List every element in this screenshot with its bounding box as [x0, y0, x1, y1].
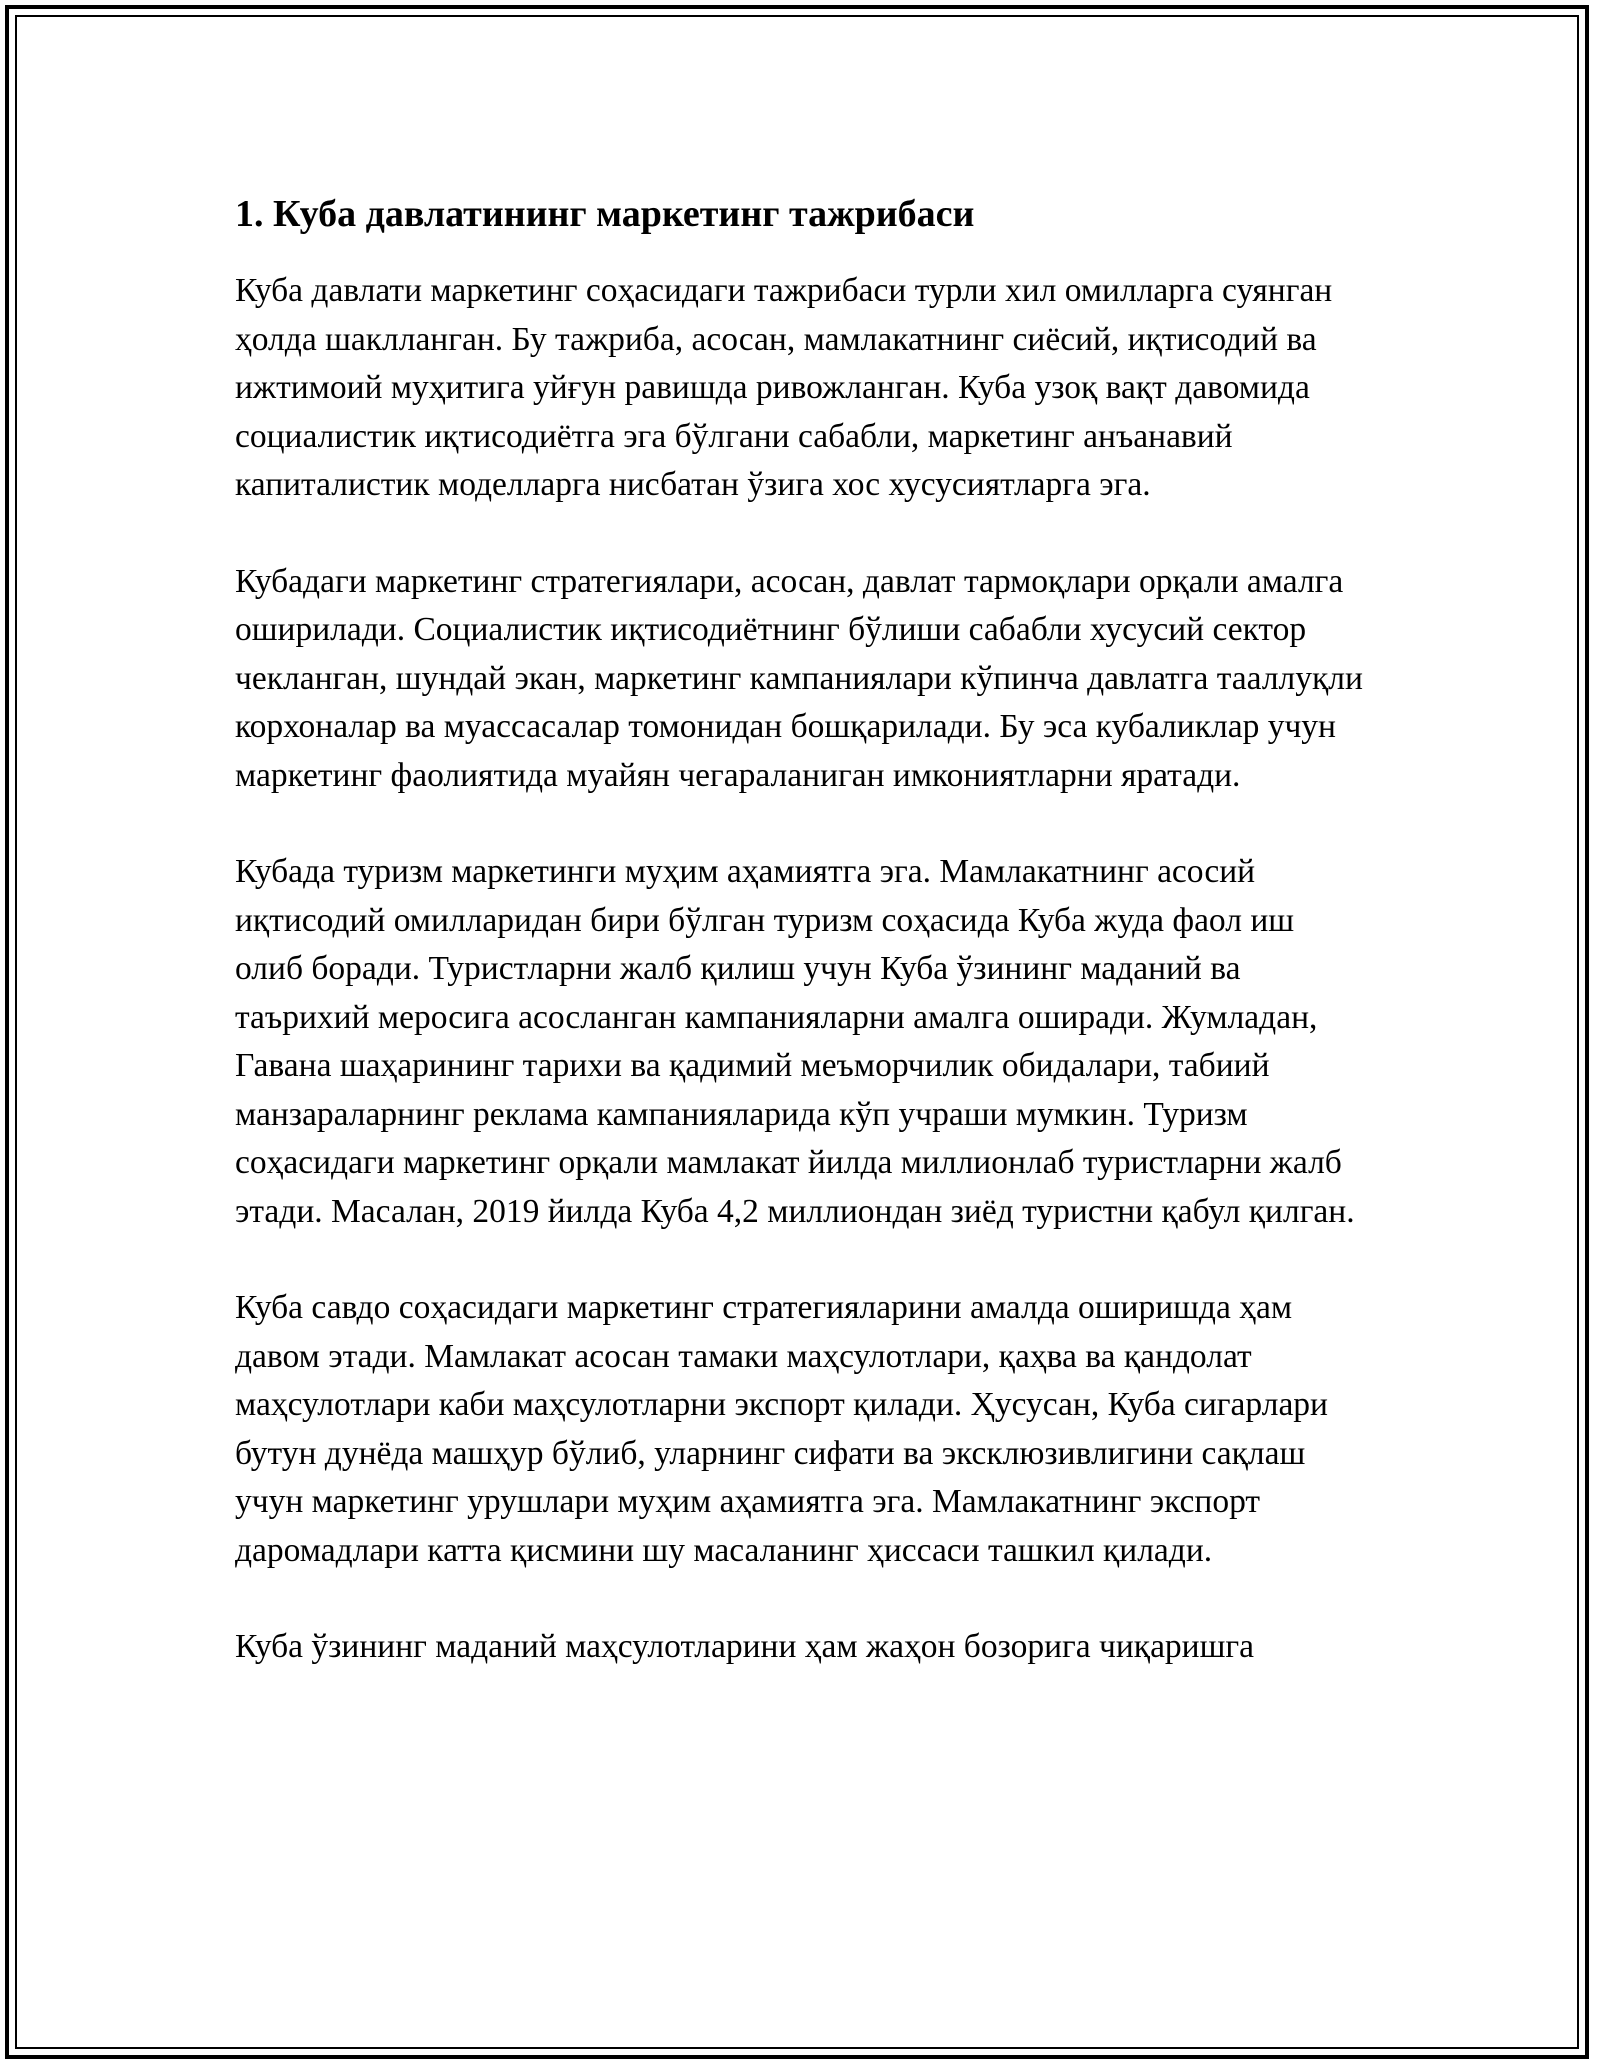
document-body: [235, 190, 1365, 1720]
paragraph-3: Кубада туризм маркетинги муҳим аҳамиятга эга. Мамлакатнинг асосий иқтисодий омилларидан бири бўлган туризм соҳасида Куба жуда фаол иш олиб боради. Туристларни жалб қилиш учун Куба ўзининг маданий ва таърихий меросига асосланган кампанияларни амалга оширади. Жумладан, Гавана шаҳарининг тарихи ва қадимий меъморчилик обидалари, табиий манзараларнинг реклама кампанияларида кўп учраши мумкин. Туризм соҳасидаги маркетинг орқали мамлакат йилда миллионлаб туристларни жалб этади. Масалан, 2019 йилда Куба 4,2 миллиондан зиёд туристни қабул қилган.: [235, 853, 1355, 1230]
section-heading: 1. Куба давлатининг маркетинг тажрибаси: [235, 193, 975, 235]
paragraph-2: Кубадаги маркетинг стратегиялари, асосан, давлат тармоқлари орқали амалга оширилади. Социалистик иқтисодиётнинг бўлиши сабабли хусусий сектор чекланган, шундай экан, маркетинг кампаниялари кўпинча давлатга тааллуқли корхоналар ва муассасалар томонидан бошқарилади. Бу эса кубаликлар учун маркетинг фаолиятида муайян чегараланиган имкониятларни яратади.: [235, 562, 1363, 794]
paragraph-4: Куба савдо соҳасидаги маркетинг стратегияларини амалда оширишда ҳам давом этади. Мамлакат асосан тамаки маҳсулотлари, қаҳва ва қандолат маҳсулотлари каби маҳсулотларни экспорт қилади. Ҳусусан, Куба сигарлари бутун дунёда машҳур бўлиб, уларнинг сифати ва эксклюзивлигини сақлаш учун маркетинг урушлари муҳим аҳамиятга эга. Мамлакатнинг экспорт даромадлари катта қисмини шу масаланинг ҳиссаси ташкил қилади.: [235, 1289, 1328, 1569]
paragraph-5: Куба ўзининг маданий маҳсулотларини ҳам жаҳон бозорига чиқаришга: [235, 1628, 1255, 1665]
paragraph-1: Куба давлати маркетинг соҳасидаги тажрибаси турли хил омилларга суянган ҳолда шаклланган. Бу тажриба, асосан, мамлакатнинг сиёсий, иқтисодий ва ижтимоий муҳитига уйғун равишда ривожланган. Куба узоқ вақт давомида социалистик иқтисодиётга эга бўлгани сабабли, маркетинг анъанавий капиталистик моделларга нисбатан ўзига хос хусусиятларга эга.: [235, 272, 1333, 503]
